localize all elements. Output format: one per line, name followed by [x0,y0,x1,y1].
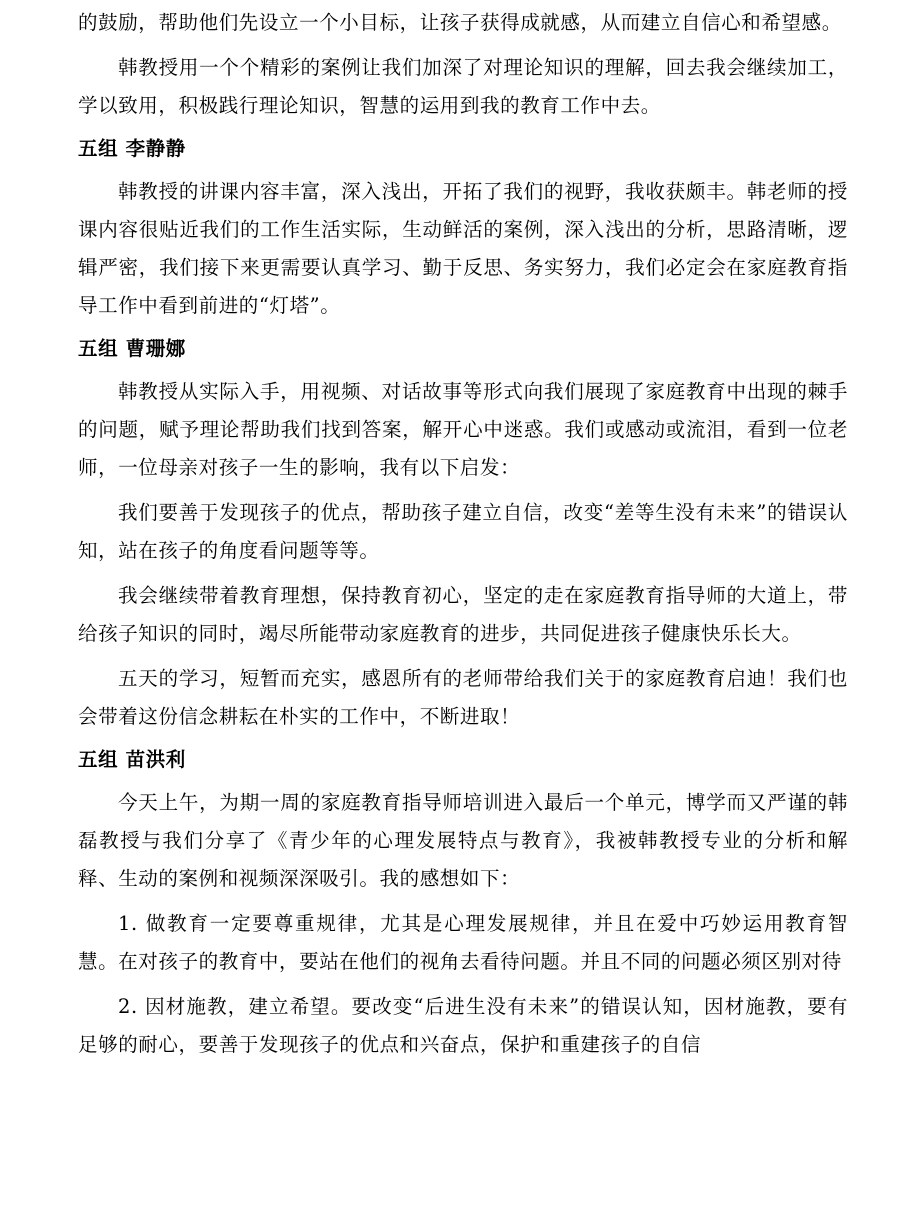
paragraph: 五天的学习，短暂而充实，感恩所有的老师带给我们关于的家庭教育启迪！我们也会带着这份信念耕耘在朴实的工作中，不断进取！ [78,667,848,728]
section-heading: 五组 李静静 [78,137,186,160]
section-heading: 五组 苗洪利 [78,748,186,771]
numbered-paragraph: 2. 因材施教，建立希望。要改变“后进生没有未来”的错误认知，因材施教，要有足够的耐心，要善于发现孩子的优点和兴奋点，保护和重建孩子的自信 [78,995,848,1056]
numbered-paragraph: 1. 做教育一定要尊重规律，尤其是心理发展规律，并且在爱中巧妙运用教育智慧。在对孩子的教育中，要站在他们的视角去看待问题。并且不同的问题必须区别对待 [78,912,848,973]
paragraph: 韩教授用一个个精彩的案例让我们加深了对理论知识的理解，回去我会继续加工，学以致用，积极践行理论知识，智慧的运用到我的教育工作中去。 [78,56,848,117]
paragraph: 我们要善于发现孩子的优点，帮助孩子建立自信，改变“差等生没有未来”的错误认知，站在孩子的角度看问题等等。 [78,501,848,562]
section-heading: 五组 曹珊娜 [78,337,186,360]
paragraph: 韩教授从实际入手，用视频、对话故事等形式向我们展现了家庭教育中出现的棘手的问题，赋予理论帮助我们找到答案，解开心中迷惑。我们或感动或流泪，看到一位老师，一位母亲对孩子一生的影响，我有以下启发： [78,380,848,479]
paragraph: 的鼓励，帮助他们先设立一个小目标，让孩子获得成就感，从而建立自信心和希望感。 [78,11,842,34]
paragraph: 我会继续带着教育理想，保持教育初心，坚定的走在家庭教育指导师的大道上，带给孩子知识的同时，竭尽所能带动家庭教育的进步，共同促进孩子健康快乐长大。 [78,584,848,645]
paragraph: 韩教授的讲课内容丰富，深入浅出，开拓了我们的视野，我收获颇丰。韩老师的授课内容很贴近我们的工作生活实际，生动鲜活的案例，深入浅出的分析，思路清晰，逻辑严密，我们接下来更需要认真学习、勤于反思、务实努力，我们必定会在家庭教育指导工作中看到前进的“灯塔”。 [78,180,848,317]
paragraph: 今天上午，为期一周的家庭教育指导师培训进入最后一个单元，博学而又严谨的韩磊教授与我们分享了《青少年的心理发展特点与教育》，我被韩教授专业的分析和解释、生动的案例和视频深深吸引。我的感想如下： [78,791,848,890]
